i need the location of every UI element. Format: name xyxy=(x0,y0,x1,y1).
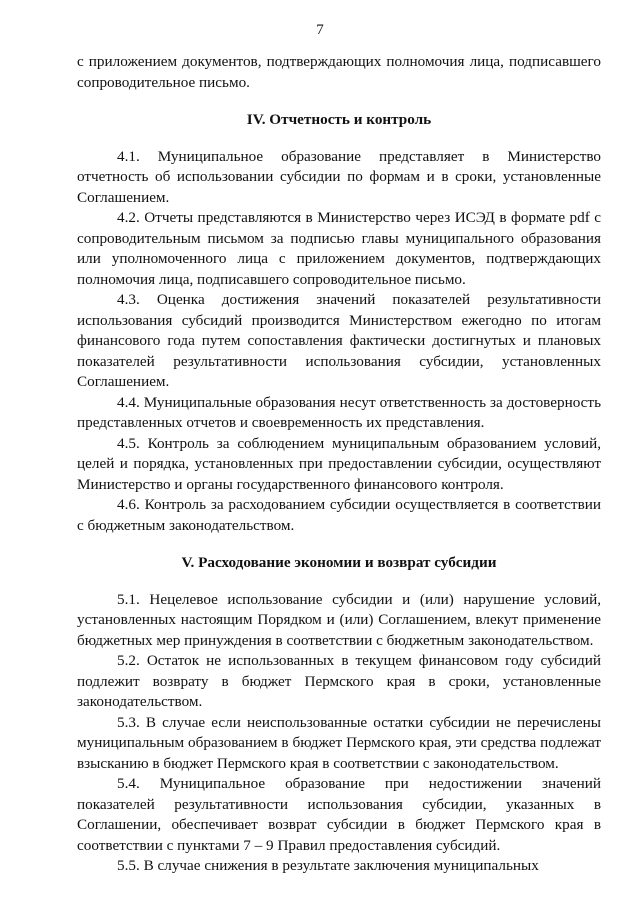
paragraph-4-5: 4.5. Контроль за соблюдением муниципальным образованием условий, целей и порядка, установленных при предоставлении субсидии, осуществляют Министерство и органы государственного финансового контроля. xyxy=(77,434,601,493)
paragraph-4-4: 4.4. Муниципальные образования несут ответственность за достоверность представленных отчетов и своевременность их представления. xyxy=(77,393,601,431)
paragraph-5-1: 5.1. Нецелевое использование субсидии и (или) нарушение условий, установленных настоящим Порядком и (или) Соглашением, влекут применение бюджетных мер принуждения в соответствии с бюджетным законодательством. xyxy=(77,590,601,649)
paragraph-5-5: 5.5. В случае снижения в результате заключения муниципальных xyxy=(117,857,539,874)
document-body xyxy=(77,52,601,877)
intro-paragraph: с приложением документов, подтверждающих полномочия лица, подписавшего сопроводительное письмо. xyxy=(77,53,601,91)
paragraph-4-3: 4.3. Оценка достижения значений показателей результативности использования субсидий производится Министерством ежегодно по итогам финансового года путем сопоставления фактически достигнутых и плановых показателей результативности использования субсидии, установленных Соглашением. xyxy=(77,291,601,390)
paragraph-4-2: 4.2. Отчеты представляются в Министерство через ИСЭД в формате pdf с сопроводительным письмом за подписью главы муниципального образования или уполномоченного лица с приложением документов, подтверждающих полномочия лица, подписавшего сопроводительное письмо. xyxy=(77,209,601,288)
paragraph-4-6: 4.6. Контроль за расходованием субсидии осуществляется в соответствии с бюджетным законодательством. xyxy=(77,496,601,534)
paragraph-5-4: 5.4. Муниципальное образование при недостижении значений показателей результативности использования субсидии, указанных в Соглашении, обеспечивает возврат субсидии в бюджет Пермского края в соответствии с пунктами 7 – 9 Правил предоставления субсидий. xyxy=(77,775,601,854)
section-5-title: V. Расходование экономии и возврат субсидии xyxy=(181,554,497,571)
paragraph-4-1: 4.1. Муниципальное образование представляет в Министерство отчетность об использовании субсидии по формам и в сроки, установленные Соглашением. xyxy=(77,147,601,206)
page-number: 7 xyxy=(316,22,324,38)
section-4-title: IV. Отчетность и контроль xyxy=(246,111,432,128)
paragraph-5-2: 5.2. Остаток не использованных в текущем финансовом году субсидий подлежит возврату в бюджет Пермского края в сроки, установленные законодательством. xyxy=(77,652,601,710)
paragraph-5-3: 5.3. В случае если неиспользованные остатки субсидии не перечислены муниципальным образованием в бюджет Пермского края, эти средства подлежат взысканию в бюджет Пермского края в соответствии с законодательством. xyxy=(77,713,601,772)
